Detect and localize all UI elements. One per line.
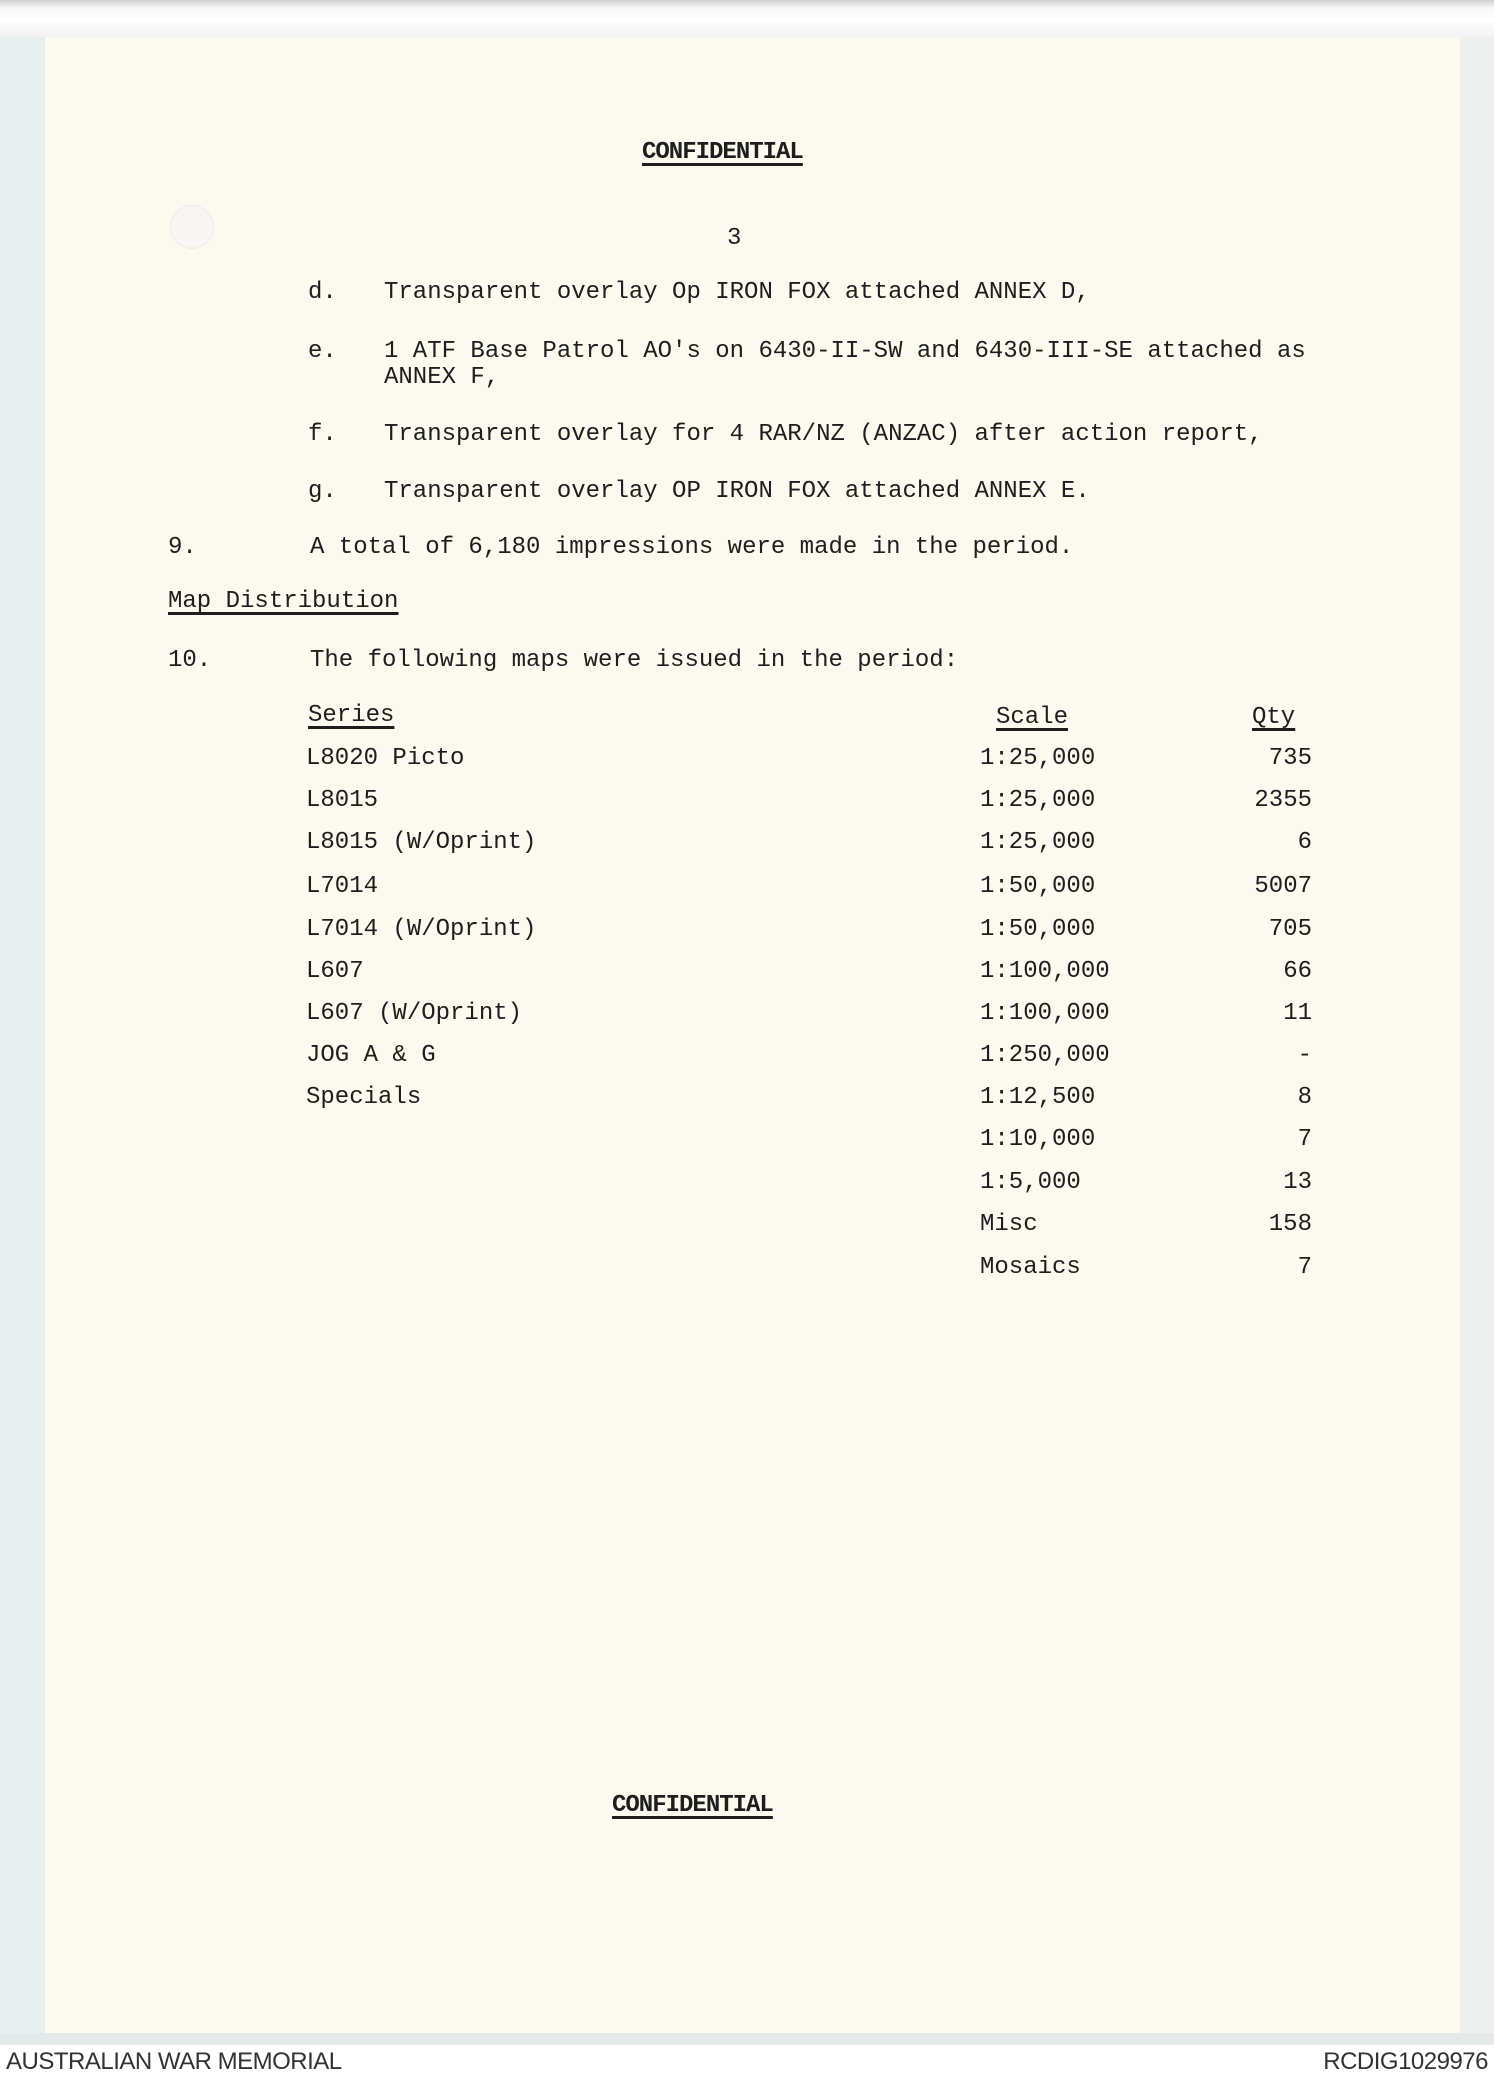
item-letter: g. [308, 478, 337, 505]
section-heading: Map Distribution [168, 588, 399, 615]
qty-cell: 11 [1283, 1000, 1312, 1027]
item-text: 1 ATF Base Patrol AO's on 6430-II-SW and 6430-III-SE attached as [384, 338, 1306, 365]
document-page [45, 37, 1460, 2033]
column-header-qty: Qty [1252, 704, 1296, 731]
scan-left-margin [0, 37, 45, 2033]
qty-cell: 158 [1268, 1211, 1312, 1238]
qty-cell: 13 [1283, 1169, 1312, 1196]
item-text: Transparent overlay Op IRON FOX attached ANNEX D, [384, 279, 1090, 306]
qty-cell: 6 [1297, 829, 1312, 856]
qty-cell: 735 [1268, 745, 1312, 772]
series-cell: L8015 (W/Oprint) [306, 829, 537, 856]
item-letter: f. [308, 421, 337, 448]
punch-hole [170, 205, 214, 249]
qty-cell: 705 [1268, 916, 1312, 943]
scale-cell: 1:250,000 [980, 1042, 1110, 1069]
qty-cell: - [1297, 1042, 1312, 1069]
item-text-continuation: ANNEX F, [384, 364, 500, 391]
scale-cell: Mosaics [980, 1254, 1081, 1281]
archive-reference: RCDIG1029976 [1323, 2048, 1488, 2075]
archive-credit: AUSTRALIAN WAR MEMORIAL [6, 2048, 342, 2075]
series-cell: L7014 [306, 873, 379, 900]
series-cell: L8015 [306, 787, 379, 814]
qty-cell: 7 [1297, 1254, 1312, 1281]
series-cell: JOG A & G [306, 1042, 436, 1069]
scale-cell: 1:100,000 [980, 958, 1110, 985]
paragraph-text: A total of 6,180 impressions were made in the period. [310, 534, 1074, 561]
paragraph-number: 10. [168, 647, 212, 674]
paragraph-text: The following maps were issued in the period: [310, 647, 959, 674]
item-text: Transparent overlay for 4 RAR/NZ (ANZAC) after action report, [384, 421, 1263, 448]
qty-cell: 2355 [1254, 787, 1312, 814]
series-cell: L607 [306, 958, 364, 985]
column-header-series: Series [308, 702, 395, 729]
scale-cell: 1:25,000 [980, 787, 1096, 814]
paragraph-number: 9. [168, 534, 197, 561]
scale-cell: 1:12,500 [980, 1084, 1096, 1111]
qty-cell: 7 [1297, 1126, 1312, 1153]
scale-cell: 1:5,000 [980, 1169, 1081, 1196]
scanner-top-band [0, 0, 1494, 37]
qty-cell: 5007 [1254, 873, 1312, 900]
qty-cell: 66 [1283, 958, 1312, 985]
series-cell: L607 (W/Oprint) [306, 1000, 523, 1027]
scale-cell: 1:100,000 [980, 1000, 1110, 1027]
classification-footer: CONFIDENTIAL [612, 1792, 773, 1819]
scale-cell: 1:10,000 [980, 1126, 1096, 1153]
scale-cell: 1:50,000 [980, 873, 1096, 900]
scale-cell: Misc [980, 1211, 1038, 1238]
scan-right-margin [1460, 37, 1494, 2033]
scale-cell: 1:25,000 [980, 745, 1096, 772]
page-number: 3 [727, 225, 742, 252]
column-header-scale: Scale [996, 704, 1069, 731]
scale-cell: 1:25,000 [980, 829, 1096, 856]
classification-header: CONFIDENTIAL [642, 139, 803, 166]
series-cell: L8020 Picto [306, 745, 465, 772]
scale-cell: 1:50,000 [980, 916, 1096, 943]
series-cell: Specials [306, 1084, 422, 1111]
scan-bottom-band [0, 2033, 1494, 2045]
item-text: Transparent overlay OP IRON FOX attached ANNEX E. [384, 478, 1090, 505]
item-letter: e. [308, 338, 337, 365]
qty-cell: 8 [1297, 1084, 1312, 1111]
item-letter: d. [308, 279, 337, 306]
series-cell: L7014 (W/Oprint) [306, 916, 537, 943]
